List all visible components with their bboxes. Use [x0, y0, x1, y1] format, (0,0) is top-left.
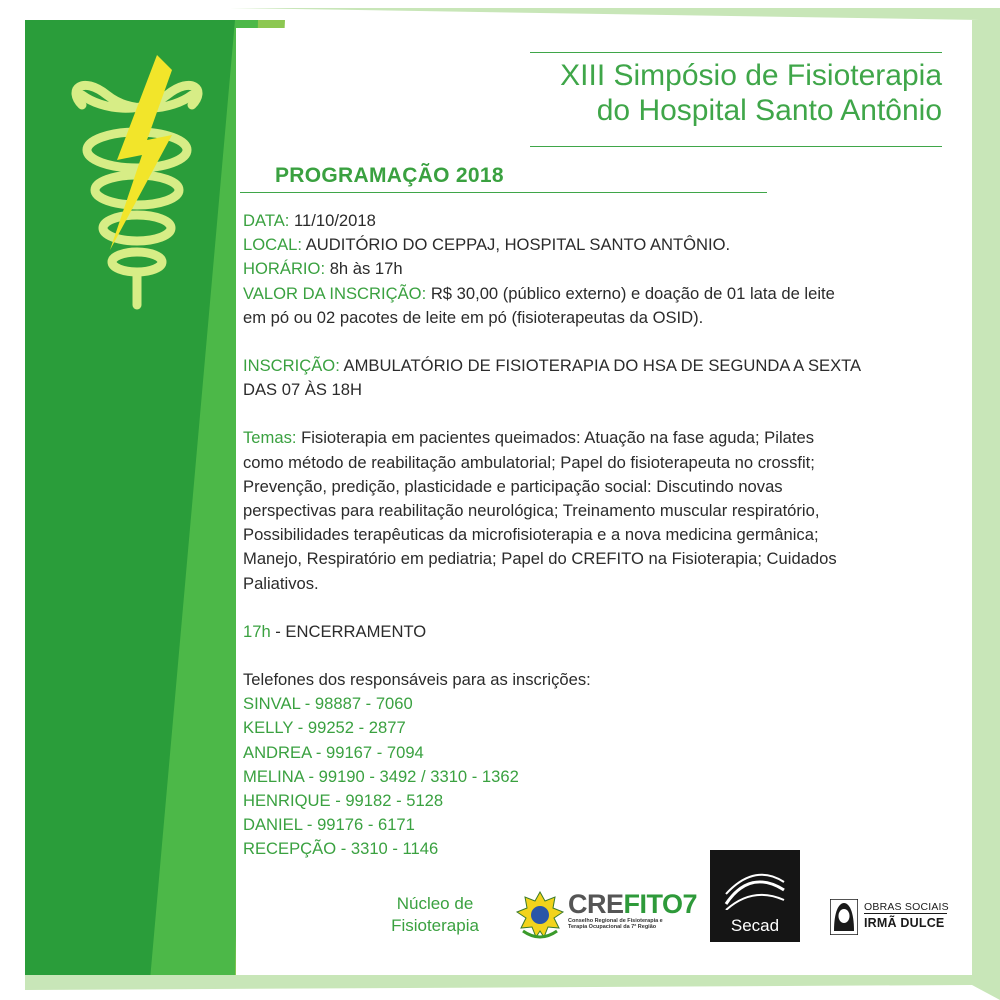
closing-line: [243, 620, 955, 644]
themes-text-4: Possibilidades terapêuticas da microfisioterapia e a nova medicina germânica;: [243, 525, 819, 545]
crefito-sub-line-1: Conselho Regional de Fisioterapia e: [568, 918, 663, 924]
secad-logo: [710, 850, 800, 942]
date-value: 11/10/2018: [294, 211, 376, 230]
crefito-name: [568, 890, 697, 918]
price-value-1: R$ 30,00 (público externo) e doação de 01 lata de leite: [430, 283, 835, 303]
themes-text-1: como método de reabilitação ambulatorial; Papel do fisioterapeuta no crossfit;: [243, 452, 815, 472]
nucleo-label: [385, 893, 485, 937]
themes-text-2: Prevenção, predição, plasticidade e participação social: Discutindo novas: [243, 476, 783, 496]
crefito-subtitle: [568, 918, 678, 930]
themes-text-3: perspectivas para reabilitação neurológica; Treinamento muscular respiratório,: [243, 501, 820, 521]
crefito-part-2: FITO: [623, 889, 683, 919]
time-line: [243, 257, 955, 281]
program-content: [243, 209, 955, 862]
osid-line-2: IRMÃ DULCE: [864, 916, 945, 930]
crefito-part-3: 7: [682, 889, 698, 919]
local-line: [243, 233, 955, 257]
caduceus-lightning-icon: [62, 50, 212, 315]
page-title: [530, 58, 942, 128]
osid-line-1: OBRAS SOCIAIS: [864, 901, 949, 913]
themes-text-5: Manejo, Respiratório em pediatria; Papel do CREFITO na Fisioterapia; Cuidados: [243, 549, 837, 569]
footer-logos: [0, 845, 1000, 955]
registration-value-1: AMBULATÓRIO DE FISIOTERAPIA DO HSA DE SEGUNDA A SEXTA: [343, 356, 862, 376]
crefito-part-1: CRE: [568, 889, 624, 919]
secad-label: Secad: [730, 916, 780, 935]
osid-logo: [830, 899, 950, 935]
date-line: [243, 209, 955, 233]
phones-heading: Telefones dos responsáveis para as inscrições:: [243, 670, 591, 690]
phone-entry: MELINA - 99190 - 3492 / 3310 - 1362: [243, 766, 519, 786]
local-label: LOCAL:: [243, 235, 303, 255]
local-value: AUDITÓRIO DO CEPPAJ, HOSPITAL SANTO ANTÔNIO.: [305, 235, 731, 255]
phone-entry: SINVAL - 98887 - 7060: [243, 694, 413, 714]
title-line-2: do Hospital Santo Antônio: [596, 94, 942, 127]
registration-label: INSCRIÇÃO:: [243, 356, 340, 376]
phone-entry: RECEPÇÃO - 3310 - 1146: [243, 839, 439, 859]
title-line-1: XIII Simpósio de Fisioterapia: [560, 59, 942, 92]
themes-label: Temas:: [243, 428, 297, 448]
crefito-logo: [568, 890, 697, 930]
osid-divider: [864, 913, 947, 914]
phone-entry: HENRIQUE - 99182 - 5128: [243, 791, 444, 811]
crefito-sub-line-2: Terapia Ocupacional da 7ª Região: [568, 924, 657, 930]
phone-entry: KELLY - 99252 - 2877: [243, 718, 406, 738]
price-value-2: em pó ou 02 pacotes de leite em pó (fisioterapeutas da OSID).: [243, 307, 704, 327]
registration-line: [243, 354, 955, 378]
price-label: VALOR DA INSCRIÇÃO:: [243, 283, 427, 303]
title-rule-top: [530, 52, 942, 53]
time-label: HORÁRIO:: [243, 259, 326, 279]
themes-text-6: Paliativos.: [243, 573, 319, 593]
closing-time: 17h: [243, 621, 271, 641]
themes-text-0: Fisioterapia em pacientes queimados: Atuação na fase aguda; Pilates: [301, 428, 814, 448]
brazil-coat-of-arms-icon: [515, 891, 565, 943]
themes-line-0: [243, 426, 955, 450]
irma-dulce-portrait-icon: [830, 899, 858, 935]
closing-text: - ENCERRAMENTO: [270, 621, 427, 641]
title-rule-bottom: [530, 146, 942, 147]
program-heading: PROGRAMAÇÃO 2018: [275, 164, 504, 187]
secad-waves-icon: [722, 866, 788, 910]
date-label: DATA:: [243, 211, 290, 230]
phone-entry: ANDREA - 99167 - 7094: [243, 742, 424, 762]
time-value: 8h às 17h: [329, 259, 403, 279]
phone-entry: DANIEL - 99176 - 6171: [243, 815, 415, 835]
registration-value-2: DAS 07 ÀS 18H: [243, 380, 362, 400]
nucleo-line-1: Núcleo de: [396, 894, 474, 913]
nucleo-line-2: Fisioterapia: [391, 916, 479, 935]
price-line: [243, 282, 955, 306]
program-heading-rule: [240, 192, 767, 193]
